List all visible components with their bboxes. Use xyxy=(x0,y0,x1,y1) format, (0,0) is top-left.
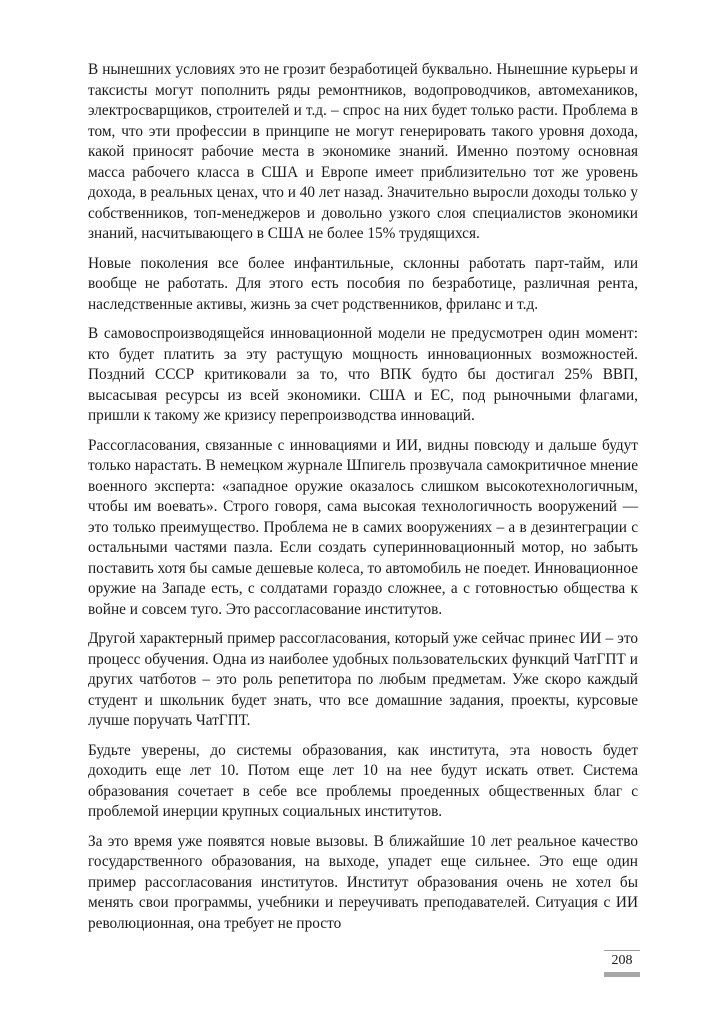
paragraph: В нынешних условиях это не грозит безработицей буквально. Нынешние курьеры и таксисты могут пополнить ряды ремонтников, водопроводчиков, автомехаников, электросварщиков, строителей и т.д. – спрос на них будет только расти. Проблема в том, что эти профессии в принципе не могут генерировать такого уровня дохода, какой приносят рабочие места в экономике знаний. Именно поэтому основная масса рабочего класса в США и Европе имеет приблизительно тот же уровень дохода, в реальных ценах, что и 40 лет назад. Значительно выросли доходы только у собственников, топ-менеджеров и довольно узкого слоя специалистов экономики знаний, насчитывающего в США не более 15% трудящихся. xyxy=(88,61,638,242)
page-number-divider xyxy=(604,950,640,951)
paragraph: Другой характерный пример рассогласования, который уже сейчас принес ИИ – это процесс обучения. Одна из наиболее удобных пользовательских функций ЧатГПТ и других чатботов – это роль репетитора по любым предметам. Уже скоро каждый студент и школьник будет знать, что все домашние задания, проекты, курсовые лучше поручать ЧатГПТ. xyxy=(88,630,638,729)
paragraph: Рассогласования, связанные с инновациями и ИИ, видны повсюду и дальше будут только нарастать. В немецком журнале Шпигель прозвучала самокритичное мнение военного эксперта: «западное оружие оказалось слишком высокотехнологичным, чтобы им воевать». Строго говоря, сама высокая технологичность вооружений — это только преимущество. Проблема не в самих вооружениях – а в дезинтеграции с остальными частями пазла. Если создать суперинновационный мотор, но забыть поставить хотя бы самые дешевые колеса, то автомобиль не поедет. Инновационное оружие на Западе есть, с солдатами гораздо сложнее, а с готовностью общества к войне и совсем туго. Это рассогласование институтов. xyxy=(88,436,638,618)
paragraph: Новые поколения все более инфантильные, склонны работать парт-тайм, или вообще не работать. Для этого есть пособия по безработице, различная рента, наследственные активы, жизнь за счет родственников, фриланс и т.д. xyxy=(88,254,638,313)
page-number-footer xyxy=(604,950,640,980)
page-number: 208 xyxy=(611,953,633,968)
body-text xyxy=(88,60,638,943)
paragraph: В самовоспроизводящейся инновационной модели не предусмотрен один момент: кто будет платить за эту растущую мощность инновационных возможностей. Поздний СССР критиковали за то, что ВПК будто бы достигал 25% ВВП, высасывая ресурсы из всей экономики. США и ЕС, под рыночными флагами, пришли к такому же кризису перепроизводства инноваций. xyxy=(88,325,638,424)
paragraph: За это время уже появятся новые вызовы. В ближайшие 10 лет реальное качество государственного образования, на выходе, упадет еще сильнее. Это еще один пример рассогласования институтов. Институт образования очень не хотел бы менять свои программы, учебники и переучивать преподавателей. Ситуация с ИИ революционная, она требует не просто xyxy=(88,832,638,932)
paragraph: Будьте уверены, до системы образования, как института, эта новость будет доходить еще лет 10. Потом еще лет 10 на нее будут искать ответ. Система образования сочетает в себе все проблемы проеденных общественных благ с проблемой инерции крупных социальных институтов. xyxy=(88,741,638,820)
page-number-bar xyxy=(604,972,640,977)
